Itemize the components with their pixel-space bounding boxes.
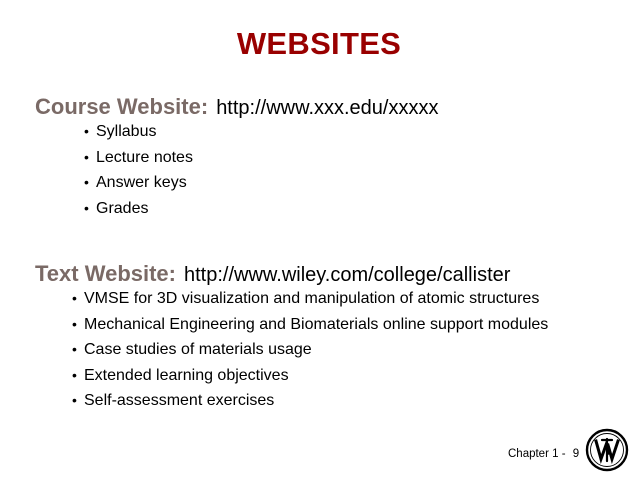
bullet-icon: • xyxy=(84,148,89,165)
list-item-label: Answer keys xyxy=(96,174,187,192)
bullet-icon: • xyxy=(72,315,77,332)
course-website-heading xyxy=(35,94,438,120)
list-item-label: Extended learning objectives xyxy=(84,366,289,384)
list-item xyxy=(72,337,548,363)
bullet-icon: • xyxy=(72,366,77,383)
bullet-icon: • xyxy=(84,123,89,139)
bullet-icon: • xyxy=(72,392,77,409)
course-website-label: Course Website: xyxy=(35,94,209,119)
text-website-url[interactable]: http://www.wiley.com/college/callister xyxy=(184,264,511,286)
bullet-icon: • xyxy=(84,174,89,191)
bullet-icon: • xyxy=(84,199,89,216)
wiley-seal-icon xyxy=(585,428,629,472)
list-item-label: Self-assessment exercises xyxy=(84,392,275,410)
text-website-label: Text Website: xyxy=(35,261,176,286)
list-item xyxy=(84,170,193,196)
list-item-label: Mechanical Engineering and Biomaterials online support modules xyxy=(84,315,549,333)
list-item xyxy=(72,286,548,312)
list-item-label: Lecture notes xyxy=(96,148,193,166)
chapter-label: Chapter 1 - xyxy=(508,448,566,460)
list-item xyxy=(72,312,548,338)
list-item xyxy=(84,145,193,171)
list-item-label: Syllabus xyxy=(96,123,157,140)
list-item-label: Grades xyxy=(96,199,149,217)
slide-footer xyxy=(508,448,579,460)
bullet-icon: • xyxy=(72,290,77,306)
list-item xyxy=(84,196,193,222)
page-number: 9 xyxy=(572,448,580,460)
course-website-list xyxy=(84,119,193,221)
list-item-label: VMSE for 3D visualization and manipulation of atomic structures xyxy=(84,290,540,307)
list-item xyxy=(84,119,193,145)
text-website-list xyxy=(72,286,548,414)
list-item-label: Case studies of materials usage xyxy=(84,341,312,359)
course-website-url[interactable]: http://www.xxx.edu/xxxxx xyxy=(216,97,439,119)
bullet-icon: • xyxy=(72,341,77,358)
slide-title: WEBSITES xyxy=(236,26,402,61)
text-website-heading xyxy=(35,261,510,287)
list-item xyxy=(72,363,548,389)
list-item xyxy=(72,388,548,414)
